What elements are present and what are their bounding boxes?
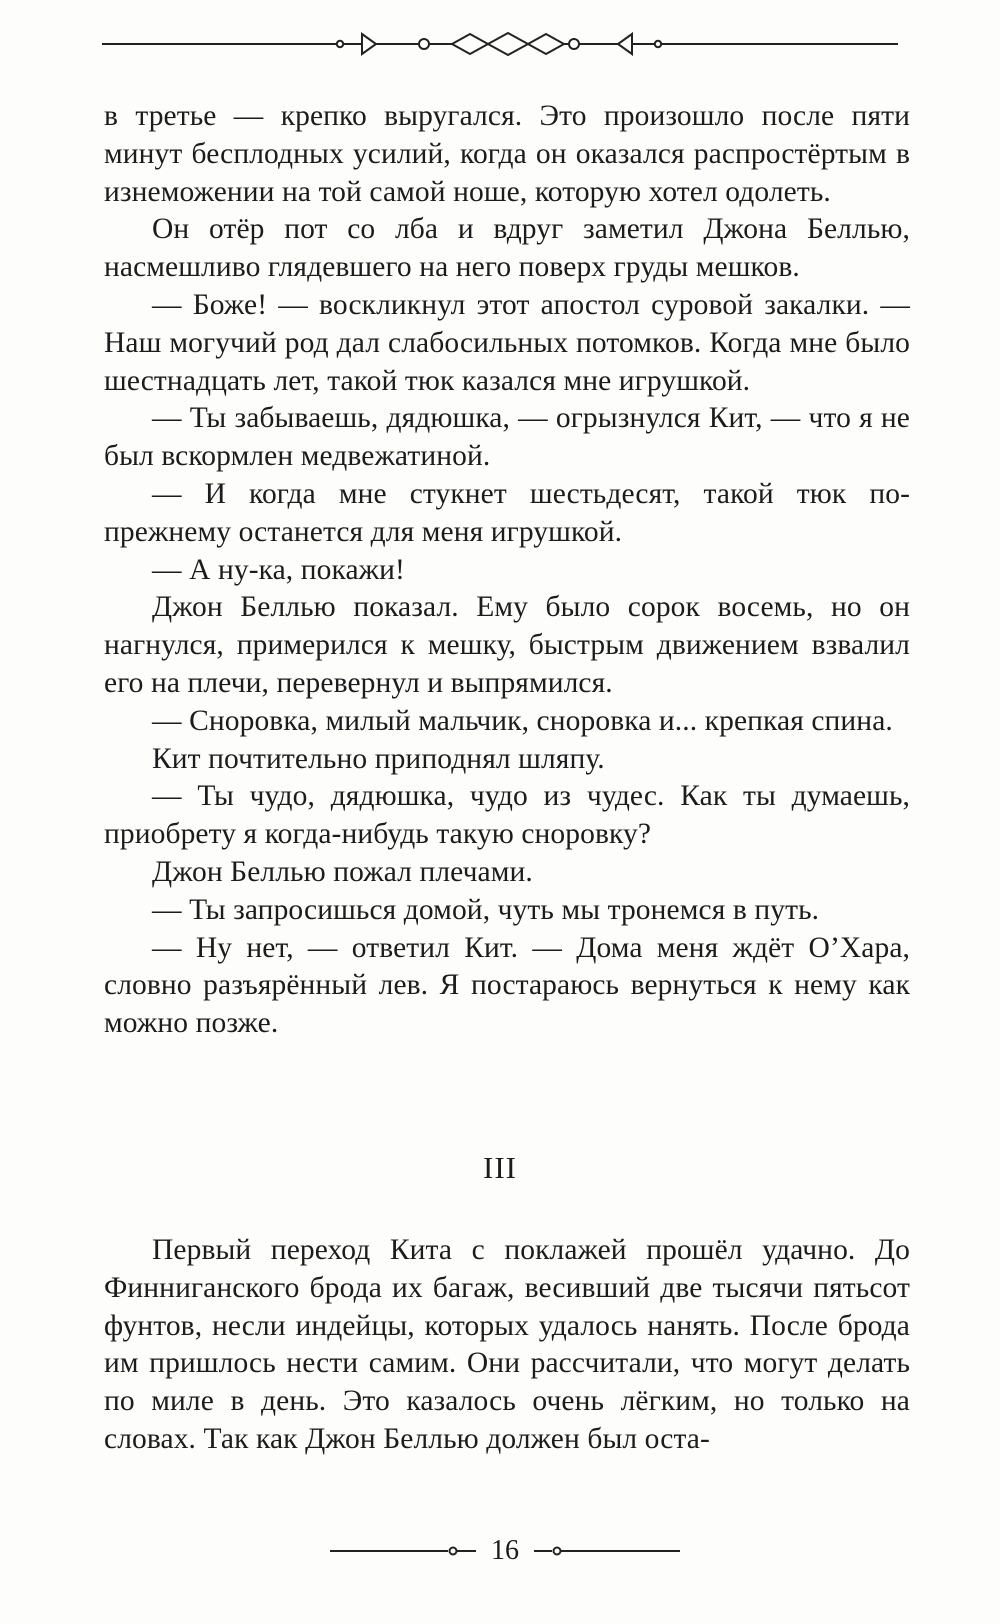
paragraph-8: — Сноровка, милый мальчик, сноровка и... крепкая спина. (152, 704, 893, 737)
paragraph-11: Джон Беллью пожал плечами. (152, 855, 533, 888)
paragraph-5: — И когда мне стукнет шестьдесят, такой тюк по-прежнему останется для меня игрушкой. (104, 477, 910, 548)
header-ornament (100, 26, 900, 62)
paragraph-1: в третье — крепко выругался. Это произошло после пяти минут бесплодных усилий, когда он оказался распростёртым в изнеможении на той самой ноше, которую хотел одолеть. (104, 100, 910, 208)
paragraph-14: Первый переход Кита с поклажей прошёл удачно. До Финниганского брода их багаж, весивший две тысячи пятьсот фунтов, несли индейцы, которых удалось нанять. После брода им пришлось нести самим. Они рассчитали, что могут делать по миле в день. Это казалось очень лёгким, но только на словах. Так как Джон Беллью должен был оста- (104, 1234, 910, 1455)
body-text-after-chapter (104, 1232, 910, 1459)
body-text-before-chapter (104, 98, 910, 1043)
paragraph-13: — Ну нет, — ответил Кит. — Дома меня ждёт О’Хара, словно разъярённый лев. Я постараюсь вернуться к нему как можно позже. (104, 931, 910, 1040)
paragraph-2: Он отёр пот со лба и вдруг заметил Джона Беллью, насмешливо глядевшего на него поверх груды мешков. (104, 213, 910, 284)
paragraph-7: Джон Беллью показал. Ему было сорок восемь, но он нагнулся, примерился к мешку, быстрым движением взвалил его на плечи, перевернул и выпрямился. (104, 591, 910, 699)
paragraph-10: — Ты чудо, дядюшка, чудо из чудес. Как ты думаешь, приобрету я когда-нибудь такую сноровку? (104, 780, 910, 851)
paragraph-9: Кит почтительно приподнял шляпу. (152, 742, 605, 775)
paragraph-12: — Ты запросишься домой, чуть мы тронемся в путь. (152, 893, 820, 926)
page-number: 16 (491, 1535, 519, 1566)
paragraph-3: — Боже! — воскликнул этот апостол суровой закалки. — Наш могучий род дал слабосильных потомков. Когда мне было шестнадцать лет, такой тюк казался мне игрушкой. (104, 288, 910, 397)
paragraph-4: — Ты забываешь, дядюшка, — огрызнулся Кит, — что я не был вскормлен медвежатиной. (104, 402, 910, 473)
chapter-heading: III (483, 1150, 517, 1185)
paragraph-6: — А ну-ка, покажи! (152, 553, 405, 586)
page-footer (330, 1532, 680, 1572)
